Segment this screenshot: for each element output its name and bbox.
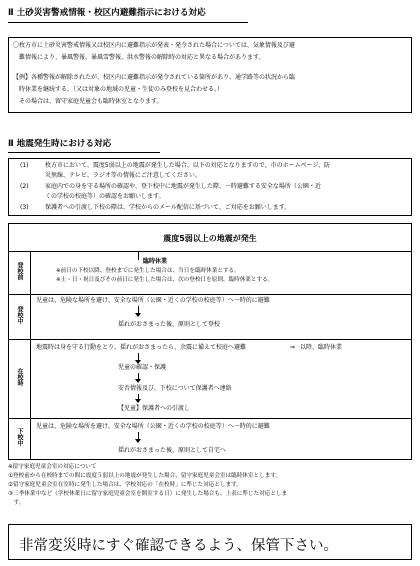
flow-connector-top <box>138 252 139 260</box>
keep-notice-text: 非常変災時にすぐ確認できるよう、保管下さい。 <box>19 538 338 554</box>
item-2-line-2: くの学校の校庭等）の確認をお願いします。 <box>45 193 165 200</box>
section1-example-3: その場合は、留守家庭児童会も臨時休室となります。 <box>13 98 163 105</box>
school-step-2: 安否情報及び、下校について保護者へ連絡 <box>118 385 232 392</box>
before-school-title: 臨時休業 <box>143 258 168 265</box>
row-label-before-school: 登校前 <box>16 262 23 280</box>
footnote-2: ②留守家庭児童会室在室時に発生した場合は、学校対応の「在校時」に準じた対応とします。 <box>8 482 242 488</box>
section1-example-1: 【例】各種警報が解除されたが、校区内に避難指示が発令されている箇所があり、通学路等の状況から臨 <box>13 74 296 81</box>
section1-underline <box>8 22 248 23</box>
section1-example-2: 時休業を継続する。（又は対象の地域の児童・生徒のみ登校を見合わせる。） <box>13 86 224 93</box>
item-3-line-1: 保護者への引渡し下校の際は、学校からのメール配信に基づいて、ご対応をお願いします。 <box>45 204 291 211</box>
item-1-line-2: 災無線、テレビ、ラジオ等の情報にご注意してください。 <box>45 172 201 179</box>
footnote-3: ③三季休業中など（学校休業日に留守家庭児童会室を開室する日）に発生した場合も、上表に準じた対応としま <box>8 491 288 497</box>
footnote-3-cont: す。 <box>8 500 25 506</box>
section2-items-box <box>8 158 412 216</box>
school-right-arrow-icon: ⇒ <box>290 344 296 351</box>
row-divider-3 <box>8 418 412 419</box>
item-3-number: (3) <box>20 204 29 211</box>
going-home-main: 児童は、危険な場所を避け、安全な場所（公園・近くの学校の校庭等）へ一時的に避難 <box>36 423 270 430</box>
keep-notice-banner <box>8 524 412 560</box>
footnote-1: ①登校前から在校時までの間に震度５弱以上の地震が発生した場合、留守家庭児童会室は臨時休室とします。 <box>8 473 282 479</box>
row-label-commute: 登校中 <box>16 306 23 324</box>
school-arrow-2-icon <box>135 379 141 383</box>
going-home-result: 揺れがおさまった後、原則として自宅へ <box>118 447 227 454</box>
section1-line-2: 難情報により、暴風警報、暴風雪警報、洪水警報の解除時の対応と異なる場合があります。 <box>13 54 265 61</box>
school-arrow-3-icon <box>135 399 141 403</box>
school-step-3: 【児童】保護者への引渡し <box>118 405 191 412</box>
school-main-prefix: 地震時は身を守る行動をとり、揺れがおさまったら、余震に備えて校庭へ避難 <box>36 344 247 351</box>
flow-header: 震度5弱以上の地震が発生 <box>163 234 257 243</box>
before-school-note-2: ※土・日・祝日及びその前日に発生した場合は、次の登校日を原則、臨時休業とする。 <box>56 277 274 283</box>
item-2-line-1: 家庭内での身を守る場所の確認や、登下校中に地震が発生した際、一時避難する安全な場所（公園・近 <box>45 183 321 190</box>
school-step-1: 児童の確認・保護 <box>118 364 167 371</box>
commute-main: 児童は、危険な場所を避け、安全な場所（公園・近くの学校の校庭等）へ一時的に避難 <box>36 297 270 304</box>
section2-underline <box>8 152 160 153</box>
section2-title: Ⅱ 地震発生時における対応 <box>8 139 112 149</box>
table-header-divider <box>8 251 412 252</box>
commute-result: 揺れがおさまった後、原則として登校 <box>118 321 221 328</box>
section1-box <box>8 37 412 113</box>
item-1-number: (1) <box>20 162 29 169</box>
label-column-divider <box>30 251 31 460</box>
row-label-going-home: 下校中 <box>16 428 23 446</box>
going-home-arrow-icon <box>135 439 141 443</box>
commute-arrow-icon <box>135 313 141 317</box>
section1-title: Ⅱ 土砂災害警戒情報・校区内避難指示における対応 <box>8 8 206 18</box>
item-1-line-1: 枚方市において、震度5弱以上の地震が発生した場合、以下の対応となりますので、市のホームページ、防 <box>45 162 330 169</box>
footnote-heading: ※留守家庭児童会室の対応について <box>8 464 97 470</box>
row-label-at-school: 在校時 <box>16 368 23 386</box>
school-main-suffix: 以降、臨時休業 <box>300 344 343 351</box>
item-2-number: (2) <box>20 183 29 190</box>
section1-line-1: 〇枚方市に土砂災害警戒情報又は校区内に避難指示が発表・発令された場合については、気象情報及び避 <box>13 42 295 49</box>
before-school-note-1: ※前日の下校以降、登校までに発生した場合は、当日を臨時休業とする。 <box>56 268 240 274</box>
row-divider-1 <box>8 294 412 295</box>
row-divider-2 <box>8 339 412 340</box>
